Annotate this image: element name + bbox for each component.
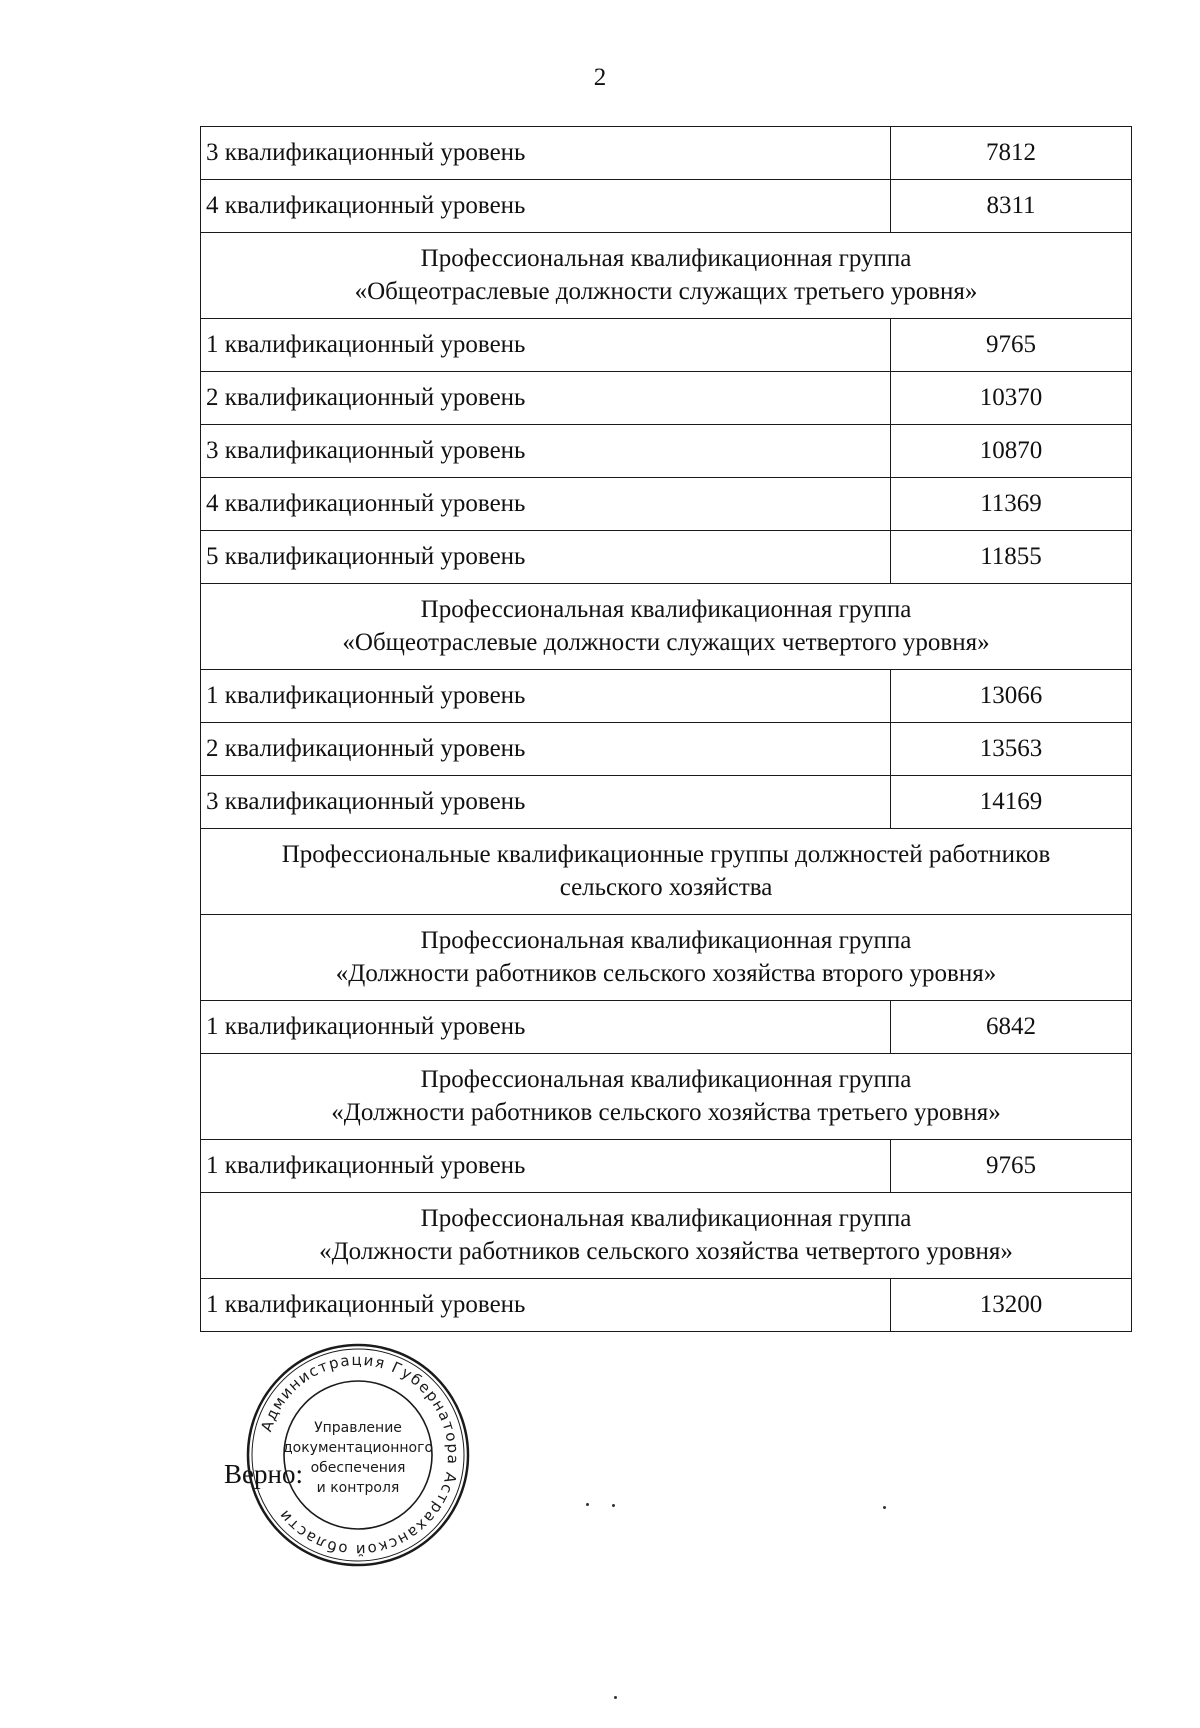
level-value: 9765 <box>891 1140 1132 1193</box>
level-value: 6842 <box>891 1001 1132 1054</box>
salary-table-body <box>201 127 1132 1332</box>
group-header-row <box>201 584 1132 670</box>
level-value: 11369 <box>891 478 1132 531</box>
table-row <box>201 1001 1132 1054</box>
group-header-row <box>201 233 1132 319</box>
table-row <box>201 319 1132 372</box>
group-header-line: «Должности работников сельского хозяйства третьего уровня» <box>331 1098 1001 1126</box>
group-header-line: Профессиональные квалификационные группы должностей работников <box>281 841 1051 868</box>
level-value: 8311 <box>891 180 1132 233</box>
stamp-center-line-3: обеспечения <box>310 1460 406 1476</box>
group-header-line: «Должности работников сельского хозяйства четвертого уровня» <box>319 1237 1013 1265</box>
group-header-line: Профессиональная квалификационная группа <box>420 1066 912 1093</box>
level-label: 1 квалификационный уровень <box>201 1279 891 1332</box>
stamp-center-line-2: документационного <box>282 1440 434 1456</box>
group-header-line: «Общеотраслевые должности служащих четвертого уровня» <box>342 628 990 656</box>
table-row <box>201 1140 1132 1193</box>
table-row <box>201 723 1132 776</box>
level-label: 2 квалификационный уровень <box>201 723 891 776</box>
level-label: 4 квалификационный уровень <box>201 478 891 531</box>
group-header-row <box>201 1193 1132 1279</box>
level-label: 3 квалификационный уровень <box>201 776 891 829</box>
level-label: 3 квалификационный уровень <box>201 127 891 180</box>
level-label: 4 квалификационный уровень <box>201 180 891 233</box>
group-header-line: «Общеотраслевые должности служащих третьего уровня» <box>354 277 978 305</box>
level-label: 1 квалификационный уровень <box>201 670 891 723</box>
level-label: 3 квалификационный уровень <box>201 425 891 478</box>
verno-label: Верно: <box>224 1459 303 1489</box>
table-row <box>201 531 1132 584</box>
group-header-line: Профессиональная квалификационная группа <box>420 245 912 272</box>
level-label: 2 квалификационный уровень <box>201 372 891 425</box>
group-header <box>201 915 1132 1001</box>
group-header-line: Профессиональная квалификационная группа <box>420 596 912 623</box>
table-row <box>201 776 1132 829</box>
group-header-line: «Должности работников сельского хозяйства второго уровня» <box>335 959 997 987</box>
stamp-ring-text: Администрация Губернатора Астраханской области <box>257 1350 463 1560</box>
level-label: 1 квалификационный уровень <box>201 319 891 372</box>
group-header-line: Профессиональная квалификационная группа <box>420 1205 912 1232</box>
level-value: 14169 <box>891 776 1132 829</box>
group-header <box>201 1054 1132 1140</box>
stamp-center-line-4: и контроля <box>316 1480 400 1496</box>
group-header-row <box>201 915 1132 1001</box>
level-value: 10870 <box>891 425 1132 478</box>
table-row <box>201 478 1132 531</box>
level-value: 13563 <box>891 723 1132 776</box>
level-label: 1 квалификационный уровень <box>201 1140 891 1193</box>
scan-speck <box>614 1696 617 1699</box>
table-row <box>201 127 1132 180</box>
group-header <box>201 829 1132 915</box>
level-value: 13066 <box>891 670 1132 723</box>
group-header-row <box>201 1054 1132 1140</box>
level-value: 10370 <box>891 372 1132 425</box>
group-header-line: сельского хозяйства <box>559 873 773 901</box>
level-value: 7812 <box>891 127 1132 180</box>
table-row <box>201 372 1132 425</box>
level-value: 13200 <box>891 1279 1132 1332</box>
table-row <box>201 180 1132 233</box>
level-value: 11855 <box>891 531 1132 584</box>
scan-speck <box>883 1506 886 1509</box>
table-row <box>201 1279 1132 1332</box>
page-number: 2 <box>593 64 607 91</box>
level-label: 5 квалификационный уровень <box>201 531 891 584</box>
group-header-row <box>201 829 1132 915</box>
group-header <box>201 584 1132 670</box>
group-header-line: Профессиональная квалификационная группа <box>420 927 912 954</box>
level-label: 1 квалификационный уровень <box>201 1001 891 1054</box>
scan-speck <box>612 1504 615 1507</box>
group-header <box>201 233 1132 319</box>
scan-speck <box>586 1503 589 1506</box>
salary-table <box>200 126 1132 1332</box>
table-row <box>201 425 1132 478</box>
group-header <box>201 1193 1132 1279</box>
official-stamp <box>243 1340 473 1570</box>
table-row <box>201 670 1132 723</box>
stamp-center-line-1: Управление <box>314 1420 402 1436</box>
level-value: 9765 <box>891 319 1132 372</box>
